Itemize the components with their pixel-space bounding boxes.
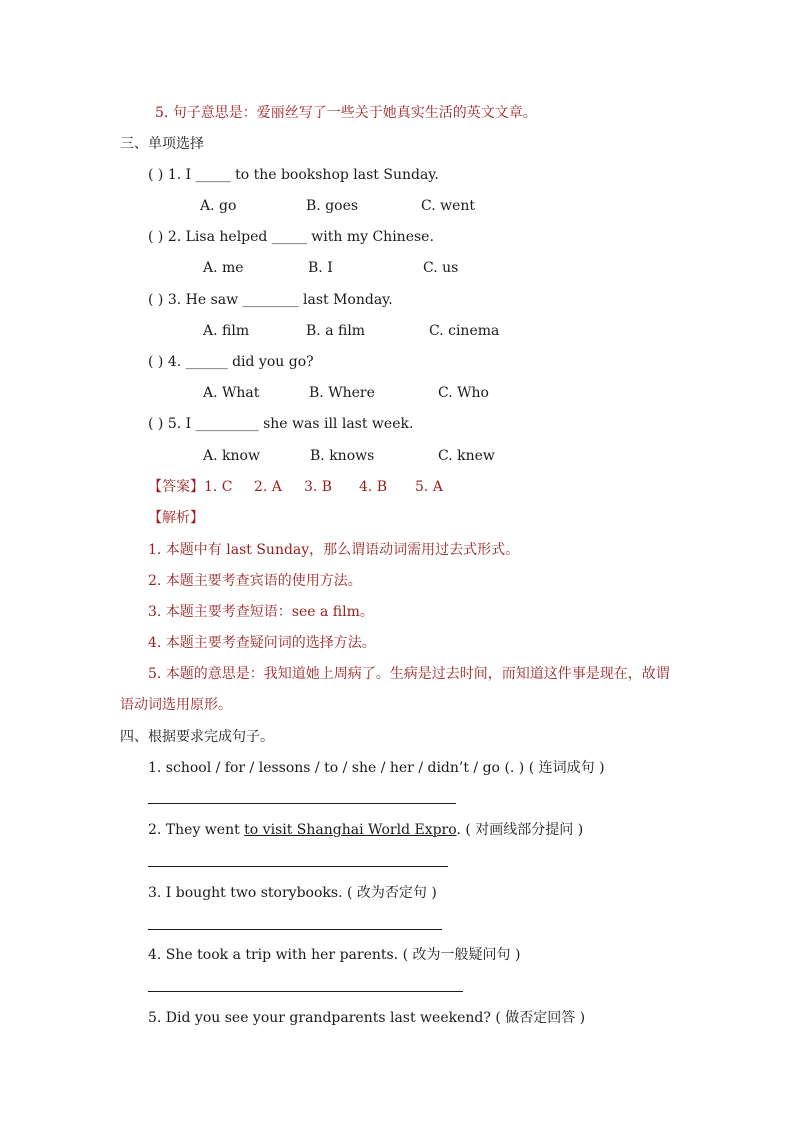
task-1-answer-line[interactable] bbox=[148, 803, 456, 804]
question-4-option-b: B. Where bbox=[309, 385, 375, 401]
question-3-option-b: B. a film bbox=[306, 323, 366, 339]
answer-3: 3. B bbox=[304, 479, 333, 495]
question-1-stem: ( ) 1. I _____ to the bookshop last Sunday. bbox=[148, 167, 439, 183]
analysis-1: 1. 本题中有 last Sunday，那么谓语动词需用过去式形式。 bbox=[148, 542, 520, 558]
analysis-2: 2. 本题主要考查宾语的使用方法。 bbox=[148, 573, 362, 589]
answer-5: 5. A bbox=[415, 479, 443, 495]
task-2-text-before: 2. They went bbox=[148, 822, 245, 838]
task-3-prompt: 3. I bought two storybooks. ( 改为否定句 ) bbox=[148, 885, 437, 901]
task-4-prompt: 4. She took a trip with her parents. ( 改为一般疑问句 ) bbox=[148, 947, 521, 963]
task-2-answer-line[interactable] bbox=[148, 866, 448, 867]
analysis-4: 4. 本题主要考查疑问词的选择方法。 bbox=[148, 635, 376, 651]
analysis-label: 【解析】 bbox=[148, 510, 204, 526]
question-2-option-b: B. I bbox=[308, 260, 333, 276]
question-5-option-c: C. knew bbox=[438, 448, 495, 464]
task-5-prompt: 5. Did you see your grandparents last weekend? ( 做否定回答 ) bbox=[148, 1010, 586, 1026]
answer-row bbox=[148, 477, 204, 497]
task-2-underlined-part: to visit Shanghai World Expro bbox=[244, 822, 457, 838]
question-3-stem: ( ) 3. He saw ________ last Monday. bbox=[148, 292, 393, 308]
question-5-stem: ( ) 5. I _________ she was ill last week. bbox=[148, 416, 414, 432]
question-3-option-c: C. cinema bbox=[429, 323, 500, 339]
question-2-option-c: C. us bbox=[423, 260, 459, 276]
task-1-prompt: 1. school / for / lessons / to / she / her / didn’t / go (. ) ( 连词成句 ) bbox=[148, 760, 605, 776]
question-5-option-b: B. knows bbox=[310, 448, 375, 464]
answer-label: 【答案】 bbox=[148, 479, 204, 495]
answer-4: 4. B bbox=[359, 479, 388, 495]
question-4-option-c: C. Who bbox=[438, 385, 489, 401]
task-2-text-after: . ( 对画线部分提问 ) bbox=[456, 822, 584, 838]
analysis-3: 3. 本题主要考查短语：see a film。 bbox=[148, 604, 374, 620]
question-4-option-a: A. What bbox=[203, 385, 260, 401]
answer-2: 2. A bbox=[254, 479, 282, 495]
section-4-title: 四、根据要求完成句子。 bbox=[120, 729, 274, 745]
analysis-5-continued: 语动词选用原形。 bbox=[120, 697, 232, 713]
task-3-answer-line[interactable] bbox=[148, 929, 442, 930]
question-3-option-a: A. film bbox=[203, 323, 250, 339]
question-4-stem: ( ) 4. ______ did you go? bbox=[148, 354, 314, 370]
section-3-title: 三、单项选择 bbox=[120, 136, 204, 152]
task-4-answer-line[interactable] bbox=[148, 991, 463, 992]
previous-analysis-note: 5. 句子意思是：爱丽丝写了一些关于她真实生活的英文文章。 bbox=[155, 105, 537, 121]
question-2-stem: ( ) 2. Lisa helped _____ with my Chinese. bbox=[148, 229, 434, 245]
question-5-option-a: A. know bbox=[203, 448, 260, 464]
question-1-option-c: C. went bbox=[421, 198, 476, 214]
question-2-option-a: A. me bbox=[203, 260, 244, 276]
task-2-prompt bbox=[148, 820, 583, 840]
question-1-option-a: A. go bbox=[200, 198, 237, 214]
analysis-5: 5. 本题的意思是：我知道她上周病了。生病是过去时间，而知道这件事是现在，故谓 bbox=[148, 666, 670, 682]
answer-1: 1. C bbox=[204, 479, 233, 495]
question-1-option-b: B. goes bbox=[306, 198, 359, 214]
